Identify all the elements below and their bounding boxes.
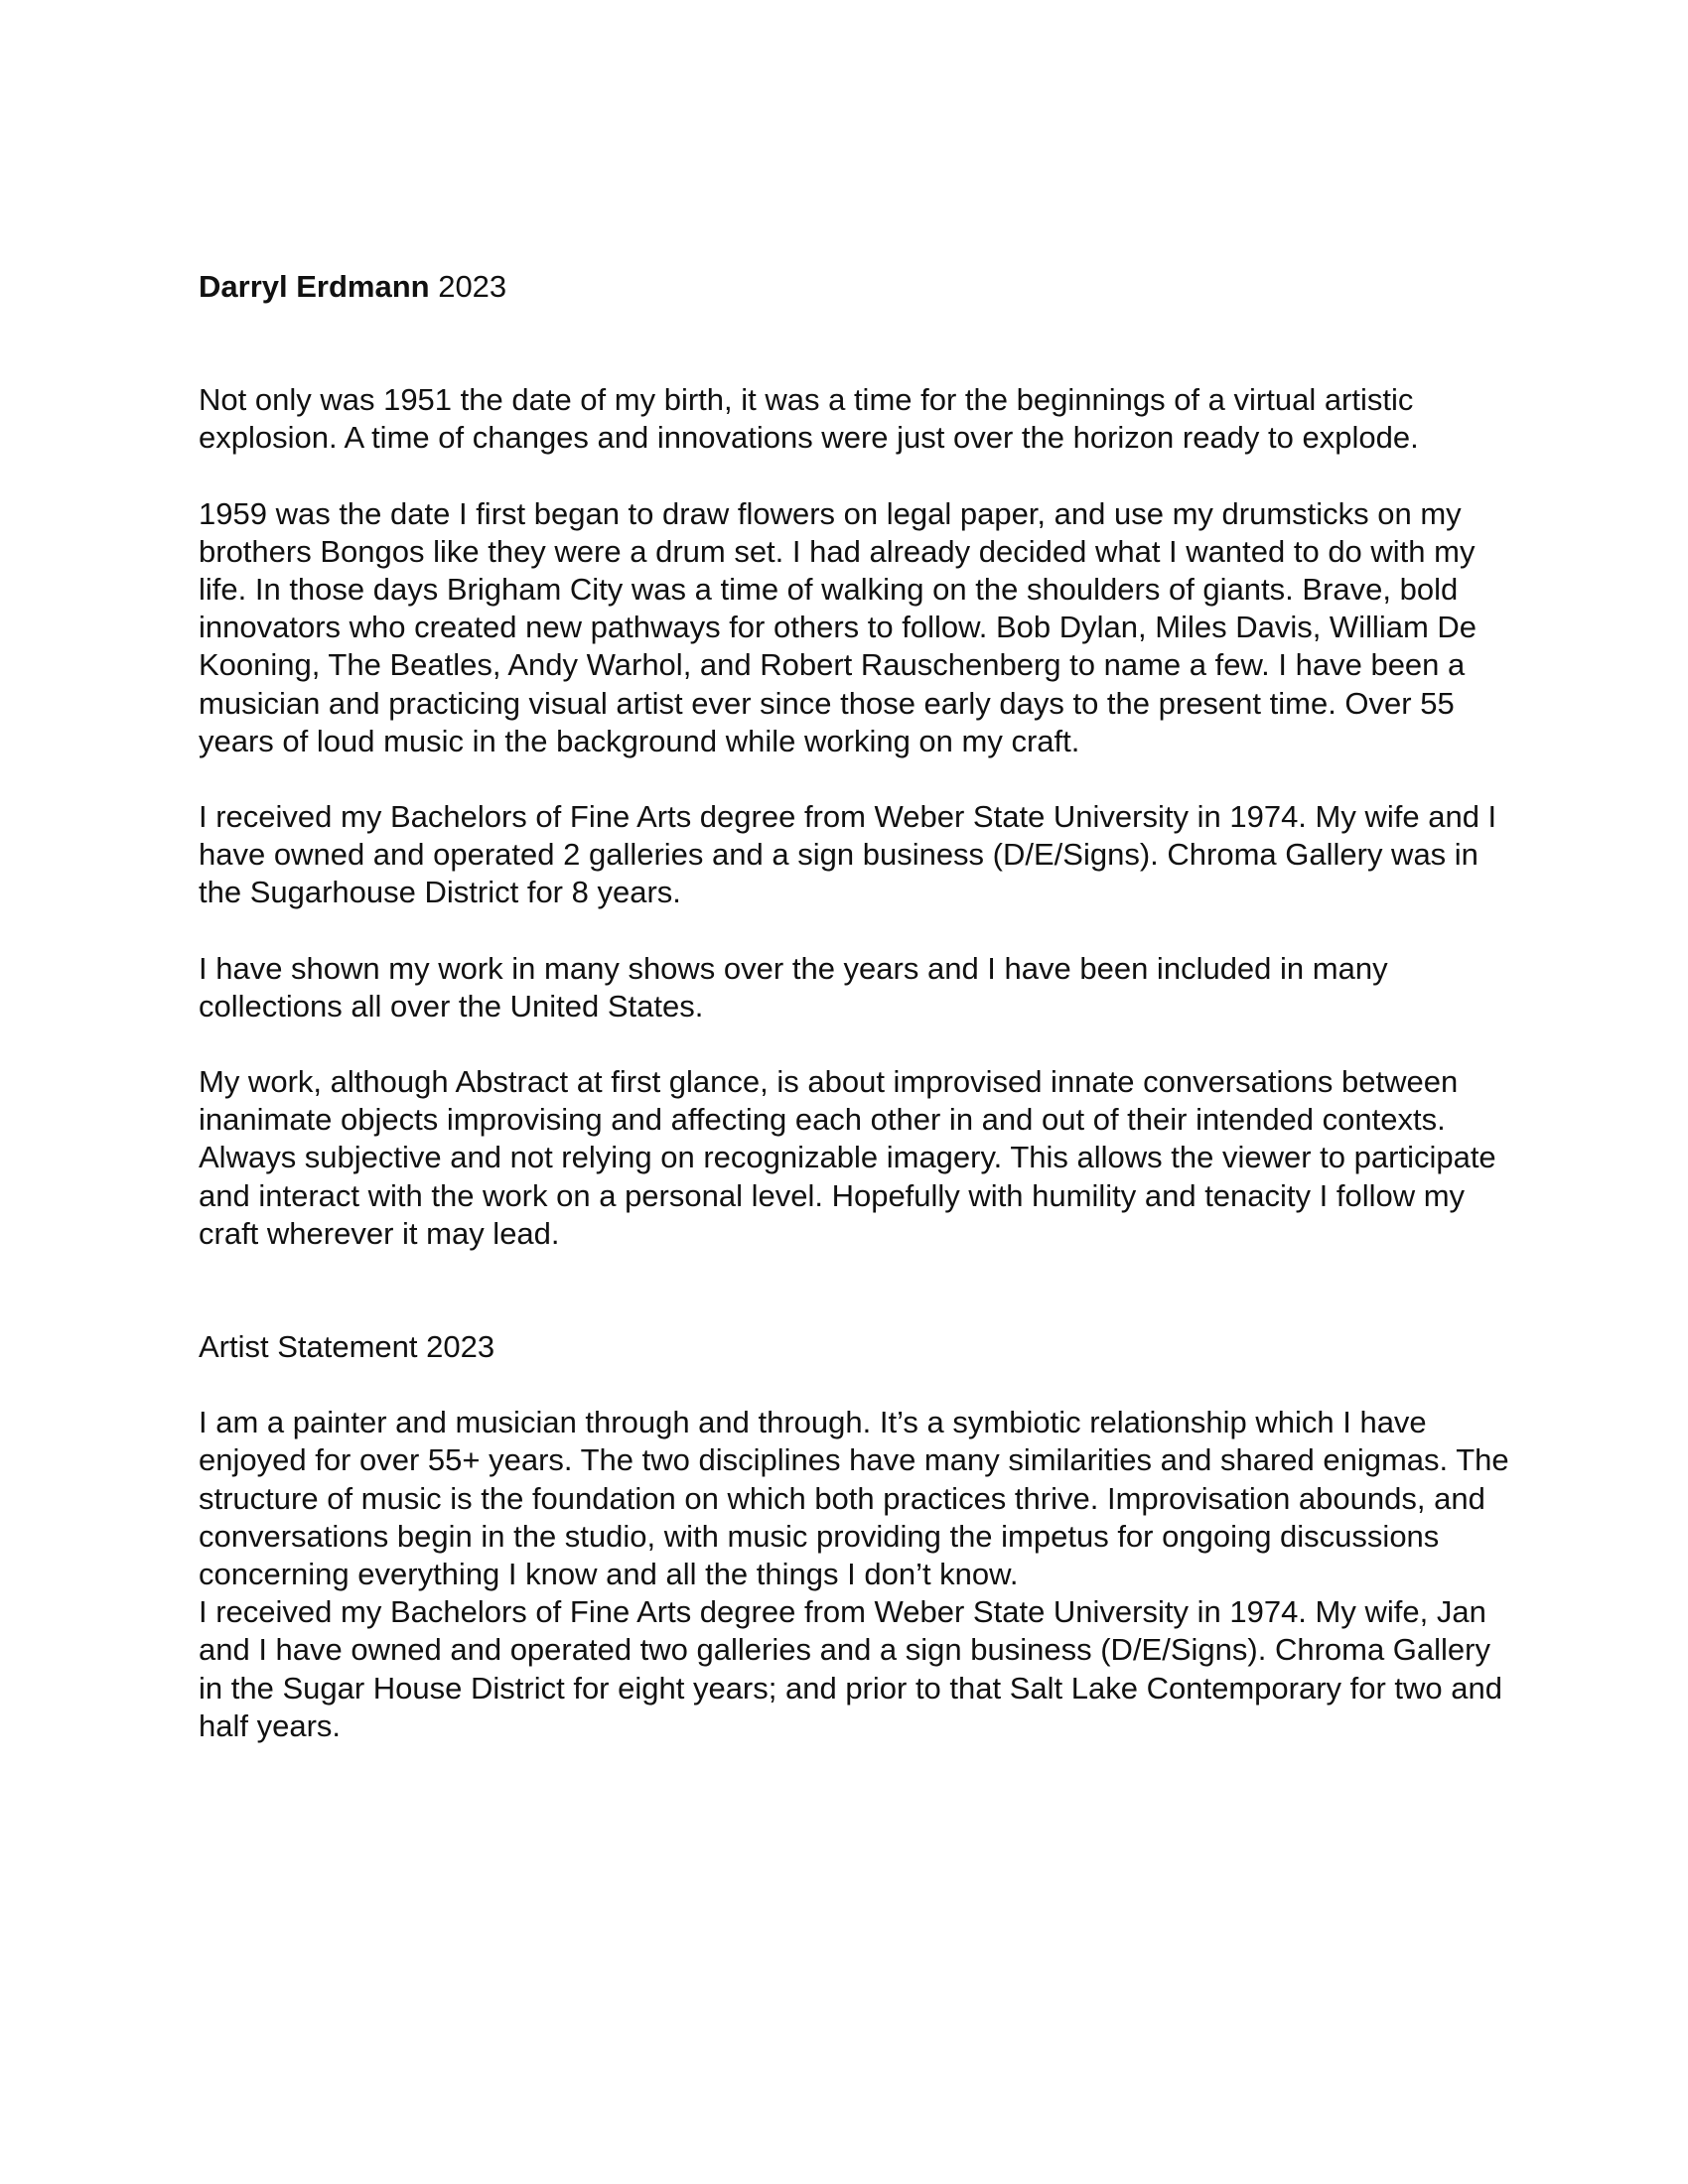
spacer [199, 458, 1509, 495]
document-body [199, 268, 1509, 1745]
spacer [199, 912, 1509, 950]
spacer [199, 306, 1509, 381]
document-heading [199, 268, 1509, 306]
spacer [199, 760, 1509, 798]
statement-paragraph: I received my Bachelors of Fine Arts degree from Weber State University in 1974. My wife, Jan and I have owned and operated two galleries and a sign business (D/E/Signs). Chroma Gallery in the Sugar House District for eight years; and prior to that Salt Lake Contemporary for two and half years. [199, 1594, 1502, 1743]
bio-paragraph: Not only was 1951 the date of my birth, it was a time for the beginnings of a virtual artistic explosion. A time of changes and innovations were just over the horizon ready to explode. [199, 382, 1419, 456]
bio-paragraph: 1959 was the date I first began to draw flowers on legal paper, and use my drumsticks on my brothers Bongos like they were a drum set. I had already decided what I wanted to do with my life. In those days Brigham City was a time of walking on the shoulders of giants. Brave, bold innovators who created new pathways for others to follow. Bob Dylan, Miles Davis, William De Kooning, The Beatles, Andy Warhol, and Robert Rauschenberg to name a few. I have been a musician and practicing visual artist ever since those early days to the present time. Over 55 years of loud music in the background while working on my craft. [199, 495, 1477, 758]
bio-paragraph: My work, although Abstract at first glance, is about improvised innate conversations between inanimate objects improvising and affecting each other in and out of their intended contexts. Always subjective and not relying on recognizable imagery. This allows the viewer to participate and interact with the work on a personal level. Hopefully with humility and tenacity I follow my craft wherever it may lead. [199, 1064, 1496, 1251]
spacer [199, 1366, 1509, 1404]
artist-name: Darryl Erdmann [199, 269, 430, 304]
spacer [199, 1253, 1509, 1328]
bio-paragraph: I have shown my work in many shows over the years and I have been included in many collections all over the United States. [199, 950, 1388, 1024]
statement-title: Artist Statement 2023 [199, 1329, 495, 1365]
spacer [199, 1025, 1509, 1063]
bio-paragraph: I received my Bachelors of Fine Arts degree from Weber State University in 1974. My wife and I have owned and operated 2 galleries and a sign business (D/E/Signs). Chroma Gallery was in the Sugarhouse District for 8 years. [199, 799, 1497, 910]
heading-year: 2023 [438, 269, 507, 304]
statement-paragraph: I am a painter and musician through and through. It’s a symbiotic relationship which I have enjoyed for over 55+ years. The two disciplines have many similarities and shared enigmas. The structure of music is the foundation on which both practices thrive. Improvisation abounds, and conversations begin in the studio, with music providing the impetus for ongoing discussions concerning everything I know and all the things I don’t know. [199, 1405, 1509, 1592]
